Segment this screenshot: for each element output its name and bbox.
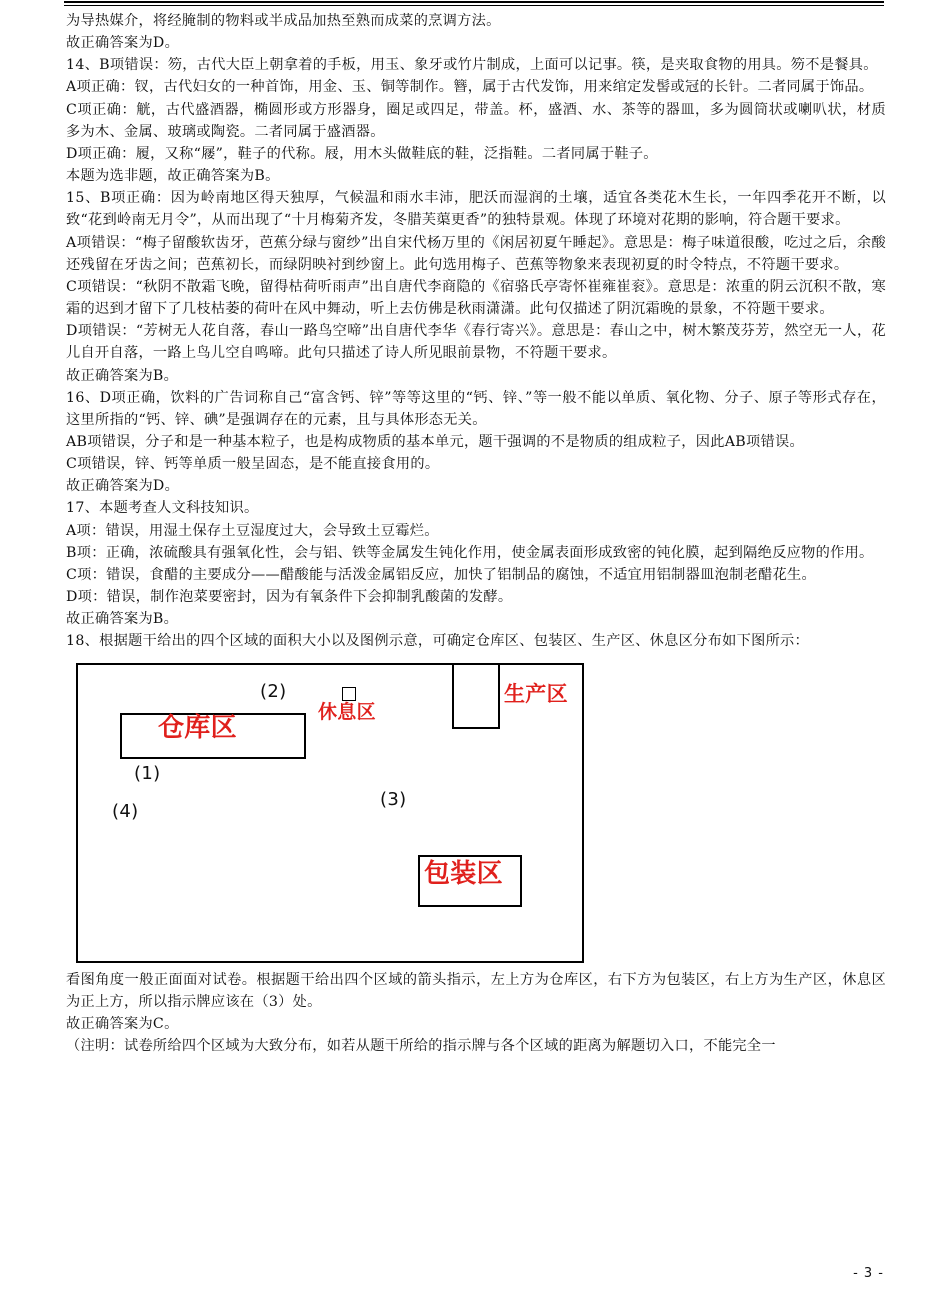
- paragraph: 为导热媒介，将经腌制的物料或半成品加热至熟而成菜的烹调方法。: [66, 13, 501, 29]
- paragraph: AB项错误，分子和是一种基本粒子，也是构成物质的基本单元，题干强调的不是物质的组成粒子，因此AB项错误。: [66, 433, 804, 450]
- paragraph: 故正确答案为C。: [66, 1015, 179, 1032]
- paragraph: 故正确答案为B。: [66, 367, 179, 384]
- packaging-zone: [418, 855, 522, 907]
- paragraph: D项错误：“芳树无人花自落，春山一路鸟空啼”出自唐代李华《春行寄兴》。意思是：春山之中，树木繁茂芬芳，然空无一人，花儿自开自落，一路上鸟儿空自鸣啼。此句只描述了诗人所见眼前景物，不符题干要求。: [66, 323, 886, 362]
- paragraph: 故正确答案为D。: [66, 35, 180, 52]
- warehouse-zone: [120, 713, 306, 759]
- paragraph: B项：正确，浓硫酸具有强氧化性，会与铝、铁等金属发生钝化作用，使金属表面形成致密的钝化膜，起到隔绝反应物的作用。: [66, 544, 874, 561]
- paragraph: 看图角度一般正面面对试卷。根据题干给出四个区域的箭头指示，左上方为仓库区，右下方为包装区，右上方为生产区，休息区为正上方，所以指示牌应该在（3）处。: [66, 971, 886, 1010]
- paragraph: 18、根据题干给出的四个区域的面积大小以及图例示意，可确定仓库区、包装区、生产区、休息区分布如下图所示：: [66, 633, 810, 650]
- answer-explanations: [66, 10, 886, 1057]
- marker-1: (1): [134, 762, 161, 784]
- paragraph: D项：错误，制作泡菜要密封，因为有氧条件下会抑制乳酸菌的发酵。: [66, 589, 513, 606]
- rest-zone-marker: [342, 687, 356, 701]
- rest-label: 休息区: [318, 700, 376, 723]
- paragraph: C项：错误，食醋的主要成分——醋酸能与活泼金属铝反应，加快了铝制品的腐蚀，不适宜用铝制器皿泡制老醋花生。: [66, 566, 817, 583]
- marker-2: (2): [260, 680, 287, 702]
- paragraph: 15、B项正确：因为岭南地区得天独厚，气候温和雨水丰沛，肥沃而湿润的土壤，适宜各类花木生长，一年四季花开不断，以致“花到岭南无月令”，从而出现了“十月梅菊齐发，冬腊芙蕖更香”的独特景观。体现了环境对花期的影响，符合题干要求。: [66, 190, 886, 229]
- packaging-label: 包装区: [424, 858, 503, 889]
- marker-4: (4): [112, 800, 139, 822]
- paragraph: C项正确：觥，古代盛酒器，椭圆形或方形器身，圈足或四足，带盖。杯，盛酒、水、茶等的器皿，多为圆筒状或喇叭状，材质多为木、金属、玻璃或陶瓷。二者同属于盛酒器。: [66, 101, 886, 140]
- paragraph: A项正确：钗，古代妇女的一种首饰，用金、玉、铜等制作。簪，属于古代发饰，用来绾定发髻或冠的长针。二者同属于饰品。: [66, 79, 874, 96]
- paragraph: C项错误，锌、钙等单质一般呈固态，是不能直接食用的。: [66, 456, 440, 473]
- zone-layout-diagram: [76, 663, 584, 963]
- marker-3: (3): [380, 788, 407, 810]
- paragraph: C项错误：“秋阴不散霜飞晚，留得枯荷听雨声”出自唐代李商隐的《宿骆氏亭寄怀崔雍崔衮》。意思是：浓重的阴云沉积不散，寒霜的迟到才留下了几枝枯萎的荷叶在风中舞动，听上去仿佛是秋雨潇潇。此句仅描述了阴沉霜晚的景象，不符题干要求。: [66, 278, 886, 318]
- paragraph: 故正确答案为B。: [66, 611, 179, 628]
- paragraph: A项：错误，用湿土保存土豆湿度过大，会导致土豆霉烂。: [66, 522, 439, 539]
- production-zone: [452, 663, 500, 729]
- paragraph: 16、D项正确，饮料的广告词称自己“富含钙、锌”等等这里的“钙、锌、”等一般不能以单质、氧化物、分子、原子等形式存在，这里所指的“钙、锌、碘”是强调存在的元素，且与具体形态无关。: [66, 389, 886, 428]
- paragraph: 故正确答案为D。: [66, 478, 180, 495]
- paragraph: 本题为选非题，故正确答案为B。: [66, 168, 280, 185]
- header-rule-thin: [64, 5, 884, 6]
- paragraph: A项错误：“梅子留酸软齿牙，芭蕉分绿与窗纱”出自宋代杨万里的《闲居初夏午睡起》。意思是：梅子味道很酸，吃过之后，余酸还残留在牙齿之间；芭蕉初长，而绿阴映衬到纱窗上。此句选用梅子、芭蕉等物象来表现初夏的时令特点，不符题干要求。: [66, 234, 886, 273]
- production-label: 生产区: [504, 681, 568, 706]
- header-rule: [64, 1, 884, 3]
- warehouse-label: 仓库区: [158, 712, 237, 743]
- paragraph: （注明：试卷所给四个区域为大致分布，如若从题干所给的指示牌与各个区域的距离为解题切入口，不能完全一: [66, 1038, 776, 1054]
- paragraph: 17、本题考查人文科技知识。: [66, 500, 259, 517]
- paragraph: 14、B项错误：笏，古代大臣上朝拿着的手板，用玉、象牙或竹片制成，上面可以记事。筷，是夹取食物的用具。笏不是餐具。: [66, 57, 878, 74]
- page-number: - 3 -: [853, 1266, 884, 1281]
- paragraph: D项正确：履，又称“屦”，鞋子的代称。屐，用木头做鞋底的鞋，泛指鞋。二者同属于鞋子。: [66, 145, 658, 162]
